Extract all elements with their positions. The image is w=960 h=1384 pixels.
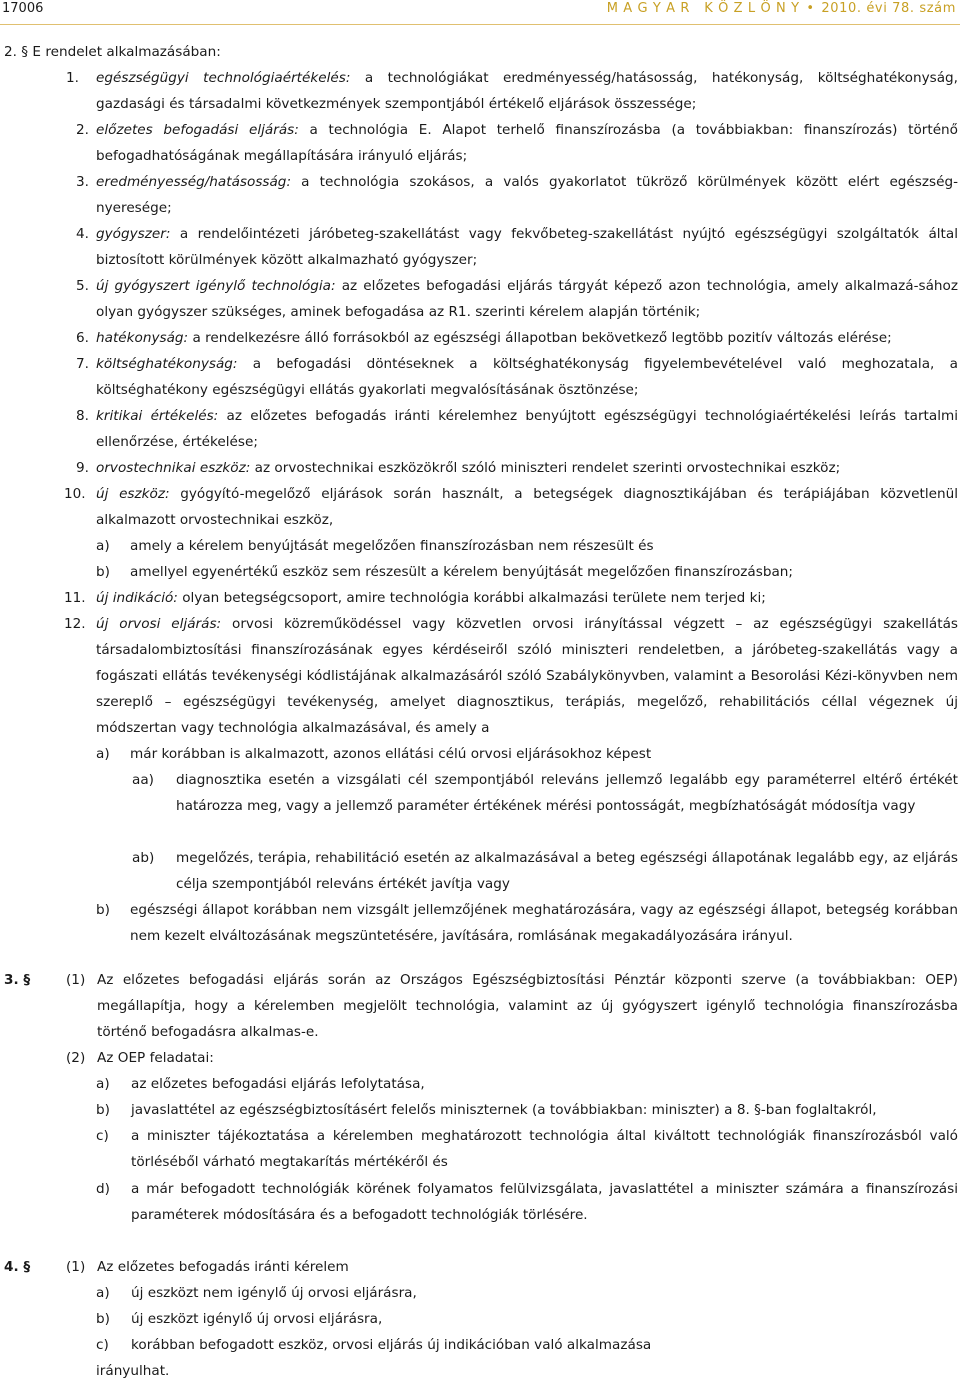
section-3-paragraph-1 xyxy=(66,967,958,1045)
item-text: amely a kérelem benyújtását megelőzően finanszírozásban nem részesült és xyxy=(130,538,654,554)
definition-term: költséghatékonyság: xyxy=(96,356,238,372)
header-bullet: • xyxy=(806,1,815,16)
definition-2 xyxy=(62,117,958,169)
definition-7 xyxy=(62,351,958,403)
item-text: korábban befogadott eszköz, orvosi eljárás új indikációban való alkalmazása xyxy=(131,1337,652,1353)
running-header xyxy=(607,0,956,18)
section-3-item-a xyxy=(96,1071,958,1097)
issue-label: 2010. évi 78. szám xyxy=(821,1,956,16)
definition-term: új eszköz: xyxy=(96,486,170,502)
definition-term: eredményesség/hatásosság: xyxy=(96,174,292,190)
definition-number: 12. xyxy=(64,616,86,632)
definition-12-b xyxy=(96,897,958,949)
definition-10-a xyxy=(96,533,958,559)
section-4-item-b xyxy=(96,1306,958,1332)
definition-text: a befogadási döntéseknek a költséghatékonyság figyelembevételével való meghozatala, a költséghatékony egészségügyi ellátás gyakorlati megvalósításának ösztönzése; xyxy=(96,356,958,398)
definition-text: olyan betegségcsoport, amire technológia korábbi alkalmazási területe nem terjed ki; xyxy=(177,590,766,606)
definition-10 xyxy=(62,481,958,533)
definition-number: 6. xyxy=(76,330,89,346)
definition-number: 3. xyxy=(76,174,89,190)
definition-4 xyxy=(62,221,958,273)
item-letter: b) xyxy=(96,1311,110,1327)
definition-12-ab xyxy=(132,845,958,897)
definition-term: orvostechnikai eszköz: xyxy=(96,460,251,476)
item-text: az előzetes befogadási eljárás lefolytatása, xyxy=(131,1076,425,1092)
section-2-heading: 2. § E rendelet alkalmazásában: xyxy=(4,44,221,60)
section-number: 4. § xyxy=(4,1259,31,1275)
item-letter: aa) xyxy=(132,772,154,788)
definition-term: előzetes befogadási eljárás: xyxy=(96,122,299,138)
item-letter: a) xyxy=(96,538,110,554)
definition-text: a rendelőintézeti járóbeteg-szakellátást vagy fekvőbeteg-szakellátást nyújtó egészségügyi szolgáltatók által biztosított körülmények között alkalmazható gyógyszer; xyxy=(96,226,958,268)
section-4-closing xyxy=(96,1358,958,1384)
definition-3 xyxy=(62,169,958,221)
definition-number: 8. xyxy=(76,408,89,424)
item-letter: a) xyxy=(96,1285,110,1301)
journal-title: M A G Y A R K Ö Z L Ö N Y xyxy=(606,1,800,16)
item-letter: c) xyxy=(96,1128,109,1144)
page-number: 17006 xyxy=(2,1,44,16)
definition-number: 2. xyxy=(76,122,89,138)
definition-6 xyxy=(62,325,958,351)
definition-1 xyxy=(62,65,958,117)
section-4-label xyxy=(4,1254,64,1280)
item-letter: d) xyxy=(96,1181,110,1197)
definition-12-a xyxy=(96,741,958,767)
definition-number: 7. xyxy=(76,356,89,372)
item-letter: a) xyxy=(96,1076,110,1092)
section-number: 3. § xyxy=(4,972,31,988)
definition-text: az előzetes befogadási eljárás tárgyát képező azon technológia, amely alkalmazá-sához olyan gyógyszer szükséges, aminek befogadása az R1. szerinti kérelem alapján történik; xyxy=(96,278,959,320)
definition-term: gyógyszer: xyxy=(96,226,171,242)
definition-term: új indikáció: xyxy=(96,590,178,606)
definition-text: gyógyító-megelőző eljárások során használt, a betegségek diagnosztikájában és terápiájában közvetlenül alkalmazott orvostechnikai eszköz, xyxy=(96,486,958,528)
definition-12 xyxy=(62,611,958,741)
definition-text: orvosi közreműködéssel vagy közvetlen orvosi irányítással végzett – az egészségügyi szakellátás társadalombiztosítási finanszírozásának egyes kérdéseiről szóló miniszteri rendeletben, a járóbeteg-szakellátás vagy a fogászati ellátás tevékenységi kódlistájának alkalmazásáról szóló Szabálykönyvben, valamint a Besorolási Kézi-könyvben nem szereplő – egészségügyi tevékenység, amelyet diagnosztikus, terápiás, megelőző, rehabilitációs céllal végeznek új módszertan vagy technológia alkalmazásával, és amely a xyxy=(96,616,958,736)
item-text: új eszközt nem igénylő új orvosi eljárásra, xyxy=(131,1285,417,1301)
definition-5 xyxy=(62,273,958,325)
section-3-paragraph-2 xyxy=(66,1045,958,1071)
closing-text: irányulhat. xyxy=(96,1363,170,1379)
header-rule xyxy=(0,24,960,25)
item-text: diagnosztika esetén a vizsgálati cél szempontjából releváns jellemző legalább egy paraméterrel eltérő értékét határozza meg, vagy a jellemző paraméter értékének mérési pontosságát, megbízhatóságát módosítja vagy xyxy=(176,772,958,814)
definition-number: 4. xyxy=(76,226,89,242)
definition-8 xyxy=(62,403,958,455)
item-text: amellyel egyenértékű eszköz sem részesült a kérelem benyújtását megelőzően finanszírozásban; xyxy=(130,564,793,580)
definition-term: egészségügyi technológiaértékelés: xyxy=(96,70,351,86)
item-text: már korábban is alkalmazott, azonos ellátási célú orvosi eljárásokhoz képest xyxy=(130,746,652,762)
definition-number: 1. xyxy=(66,70,79,86)
definition-text: a technológia szokásos, a valós gyakorlatot tükröző körülmények között elért egészség-nyeresége; xyxy=(96,174,958,216)
definition-term: kritikai értékelés: xyxy=(96,408,219,424)
item-text: megelőzés, terápia, rehabilitáció esetén az alkalmazásával a beteg egészségi állapotának legalább egy, az eljárás célja szempontjából releváns értékét javítja vagy xyxy=(176,850,958,892)
paragraph-number: (2) xyxy=(66,1050,86,1066)
definition-text: a technológiákat eredményesség/hatásosság, hatékonyság, költséghatékonyság, gazdasági és társadalmi következmények szempontjából értékelő eljárások összessége; xyxy=(96,70,959,112)
definition-text: a technológia E. Alapot terhelő finanszírozásba (a továbbiakban: finanszírozás) történő befogadhatóságának megállapítására irányuló eljárás; xyxy=(96,122,958,164)
paragraph-text: Az előzetes befogadás iránti kérelem xyxy=(97,1259,349,1275)
section-3-item-d xyxy=(96,1176,958,1228)
definition-number: 9. xyxy=(76,460,89,476)
definition-12-aa xyxy=(132,767,958,819)
section-4-item-c xyxy=(96,1332,958,1358)
definition-10-b xyxy=(96,559,958,585)
item-letter: ab) xyxy=(132,850,155,866)
definition-number: 5. xyxy=(76,278,89,294)
definition-text: az előzetes befogadás iránti kérelemhez benyújtott egészségügyi technológiaértékelési leírás tartalmi ellenőrzése, értékelése; xyxy=(96,408,959,450)
definition-text: az orvostechnikai eszközökről szóló miniszteri rendelet szerinti orvostechnikai eszköz; xyxy=(250,460,841,476)
definition-term: új orvosi eljárás: xyxy=(96,616,222,632)
item-text: a miniszter tájékoztatása a kérelemben meghatározott technológia által kiváltott technológiák finanszírozásból való törléséből várható megtakarítás mértékéről és xyxy=(131,1128,958,1170)
item-text: egészségi állapot korábban nem vizsgált jellemzőjének meghatározására, vagy az egészségi állapot, betegség korábban nem kezelt elváltozásának megszüntetésére, javítására, romlásának megakadályozására irányul. xyxy=(130,902,958,944)
definition-term: hatékonyság: xyxy=(96,330,189,346)
definition-9 xyxy=(62,455,958,481)
paragraph-number: (1) xyxy=(66,1259,86,1275)
section-4-paragraph-1 xyxy=(66,1254,958,1280)
definition-11 xyxy=(62,585,958,611)
item-letter: c) xyxy=(96,1337,109,1353)
section-3-label xyxy=(4,967,64,993)
paragraph-text: Az előzetes befogadási eljárás során az Országos Egészségbiztosítási Pénztár központi szerve (a továbbiakban: OEP) megállapítja, hogy a kérelemben megjelölt technológia, valamint az új gyógyszert igénylő technológia finanszírozásba történő befogadásra alkalmas-e. xyxy=(97,972,958,1040)
paragraph-number: (1) xyxy=(66,972,86,988)
paragraph-text: Az OEP feladatai: xyxy=(97,1050,214,1066)
definition-number: 10. xyxy=(64,486,86,502)
item-text: a már befogadott technológiák körének folyamatos felülvizsgálata, javaslattétel a miniszter számára a finanszírozási paraméterek módosítására és a befogadott technológiák törlésére. xyxy=(131,1181,958,1223)
section-3-item-c xyxy=(96,1123,958,1175)
section-4-item-a xyxy=(96,1280,958,1306)
definition-text: a rendelkezésre álló forrásokból az egészségi állapotban bekövetkező legtöbb pozitív változás elérése; xyxy=(188,330,892,346)
item-letter: b) xyxy=(96,1102,110,1118)
item-letter: b) xyxy=(96,564,110,580)
item-letter: b) xyxy=(96,902,110,918)
item-text: új eszközt igénylő új orvosi eljárásra, xyxy=(131,1311,383,1327)
definition-number: 11. xyxy=(64,590,86,606)
item-letter: a) xyxy=(96,746,110,762)
definition-term: új gyógyszert igénylő technológia: xyxy=(96,278,336,294)
section-2-title xyxy=(4,39,904,65)
section-3-item-b xyxy=(96,1097,958,1123)
item-text: javaslattétel az egészségbiztosításért felelős miniszternek (a továbbiakban: miniszter) a 8. §-ban foglaltakról, xyxy=(131,1102,877,1118)
